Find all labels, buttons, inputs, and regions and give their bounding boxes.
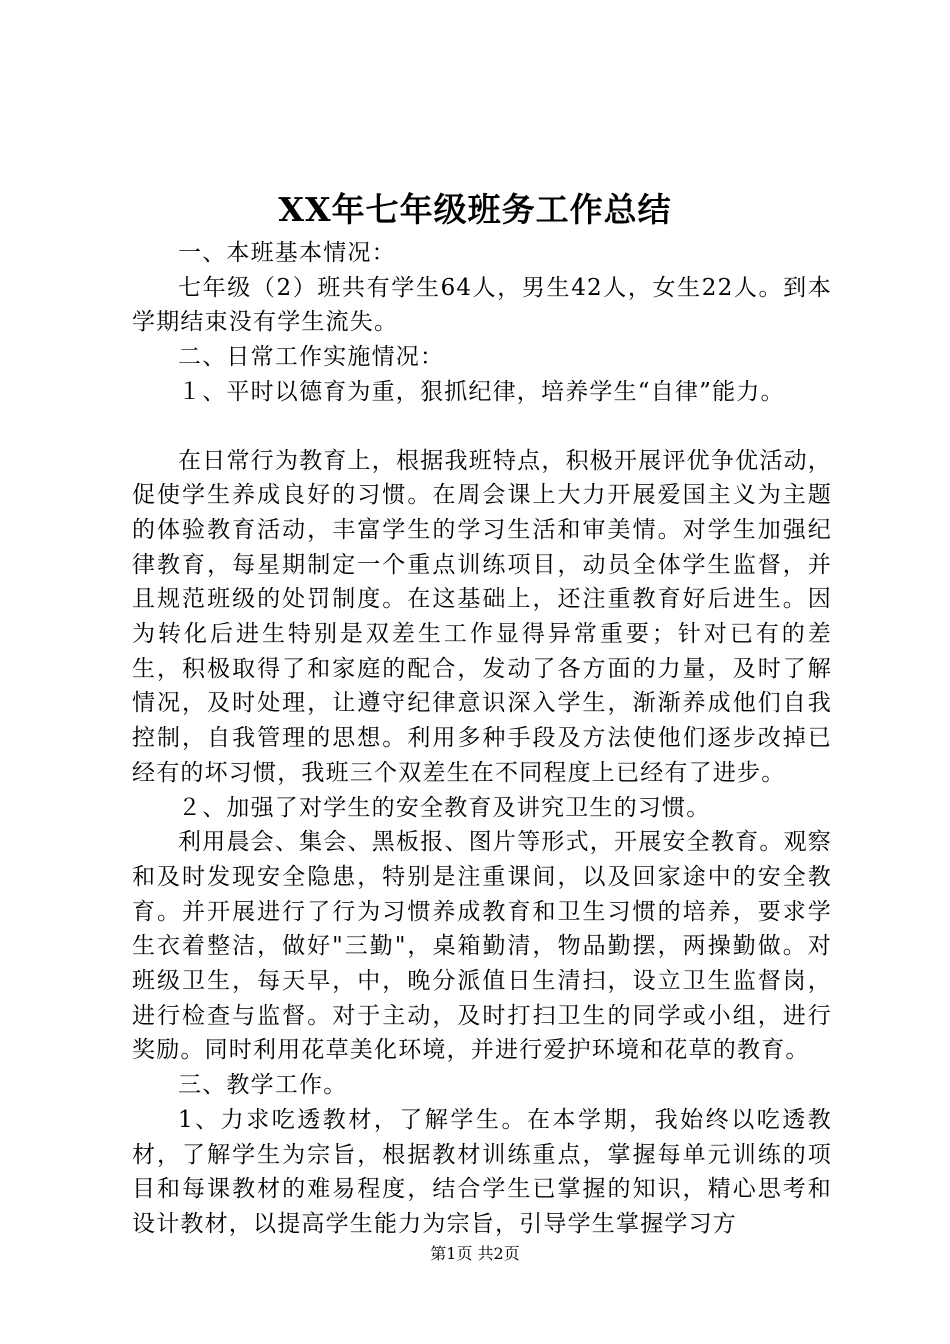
paragraph-class-stats: 七年级（2）班共有学生64人，男生42人，女生22人。到本学期结束没有学生流失。 [132,274,832,336]
document-title: XX年七年级班务工作总结 [278,190,672,229]
section-heading-basic-info: 一、本班基本情况： [178,240,396,266]
subheading-safety-hygiene: ２、加强了对学生的安全教育及讲究卫生的习惯。 [178,794,711,821]
document-body [132,236,832,1242]
paragraph-safety-education: 利用晨会、集会、黑板报、图片等形式，开展安全教育。观察和及时发现安全隐患，特别是注重课间，以及回家途中的安全教育。并开展进行了行为习惯养成教育和卫生习惯的培养，要求学生衣着整洁，做好"三勤"，桌箱勤清，物品勤摆，两操勤做。对班级卫生，每天早，中，晚分派值日生清扫，设立卫生监督岗，进行检查与监督。对于主动，及时打扫卫生的同学或小组，进行奖励。同时利用花草美化环境，并进行爱护环境和花草的教育。 [132,829,832,1064]
paragraph-behavior-education: 在日常行为教育上，根据我班特点，积极开展评优争优活动，促使学生养成良好的习惯。在周会课上大力开展爱国主义为主题的体验教育活动，丰富学生的学习生活和审美情。对学生加强纪律教育，每星期制定一个重点训练项目，动员全体学生监督，并且规范班级的处罚制度。在这基础上，还注重教育好后进生。因为转化后进生特别是双差生工作显得异常重要；针对已有的差生，积极取得了和家庭的配合，发动了各方面的力量，及时了解情况，及时处理，让遵守纪律意识深入学生，渐渐养成他们自我控制，自我管理的思想。利用多种手段及方法使他们逐步改掉已经有的坏习惯，我班三个双差生在不同程度上已经有了进步。 [132,447,832,786]
section-heading-daily-work: 二、日常工作实施情况： [178,344,445,371]
subheading-moral-education: １、平时以德育为重，狠抓纪律，培养学生“自律”能力。 [178,378,785,405]
page-number-footer: 第1页 共2页 [430,1244,520,1263]
paragraph-teaching-materials: 1、力求吃透教材，了解学生。在本学期，我始终以吃透教材，了解学生为宗旨，根据教材训练重点，掌握每单元训练的项目和每课教材的难易程度，结合学生已掌握的知识，精心思考和设计教材，以提高学生能力为宗旨，引导学生掌握学习方 [132,1106,832,1237]
section-heading-teaching: 三、教学工作。 [178,1072,348,1099]
